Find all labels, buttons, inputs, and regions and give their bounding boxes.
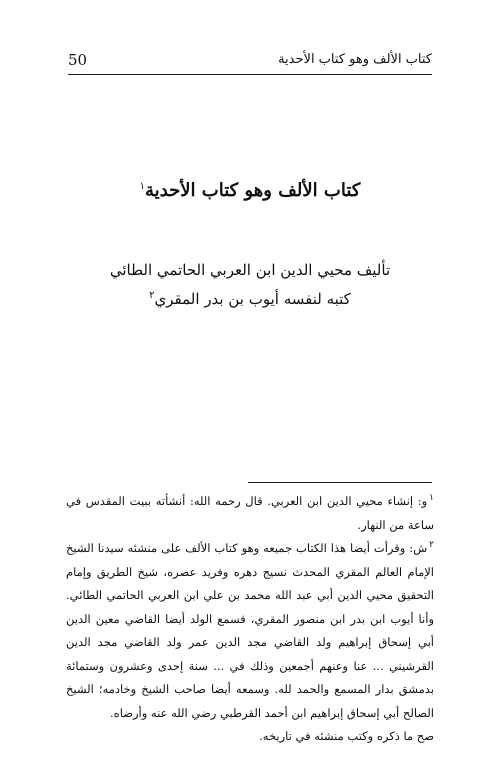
footnote-text: ش: وقرأت أيضا هذا الكتاب جميعه وهو كتاب الألف على منشئه سيدنا الشيخ الإمام العالم المقري المحدث نسيج دهره وفريد عصره، شيخ الطريق وإمام التحقيق محيي الدين أبي عبد الله محمد بن علي ابن العربي الحاتمي الطائي. وأنا أيوب ابن بدر ابن منصور المقري، فسمع الولد أيضا القاضي معين الدين أبي إسحاق إبراهيم ولد القاضي مجد الدين عمر ولد القاضي مجد الدين القرشيني ... عنا وعنهم أجمعين وذلك في ... سنة إحدى وعشرون وستمائة بدمشق بدار المسمع والحمد لله. وسمعه أيضا صاحب الشيخ وخادمه؛ الشيخ الصالح أبي إسحاق إبراهيم ابن أحمد القرطبي رضي الله عنه وأرضاه. (66, 541, 434, 720)
author-line: تأليف محيي الدين ابن العربي الحاتمي الطائي (109, 261, 391, 279)
footnote-text: صح ما ذكره وكتب منشئه في تاريخه. (259, 729, 434, 743)
copyist-line (60, 288, 440, 310)
footnote-divider (248, 482, 432, 483)
footnote-2 (66, 537, 434, 725)
footnotes (66, 490, 434, 749)
footnote-mark: ٢ (429, 540, 434, 551)
footnote-1 (66, 490, 434, 537)
page-number: 50 (68, 51, 88, 69)
running-title: كتاب الألف وهو كتاب الأحدية (278, 52, 432, 67)
copyist-footnote-mark: ٢ (149, 290, 155, 301)
footnote-text: و: إنشاء محيي الدين ابن العربي. قال رحمه الله: أنشأته ببيت المقدس في ساعة من النهار. (66, 494, 434, 532)
page-header (68, 50, 432, 72)
footnote-mark: ١ (429, 493, 434, 504)
title-footnote-mark: ١ (139, 181, 146, 192)
chapter-title-text: كتاب الألف وهو كتاب الأحدية (145, 180, 361, 201)
chapter-title (60, 178, 440, 204)
copyist-text: كتبه لنفسه أيوب بن بدر المقري (154, 290, 351, 308)
footnote-3 (66, 725, 434, 749)
header-divider (68, 74, 432, 75)
